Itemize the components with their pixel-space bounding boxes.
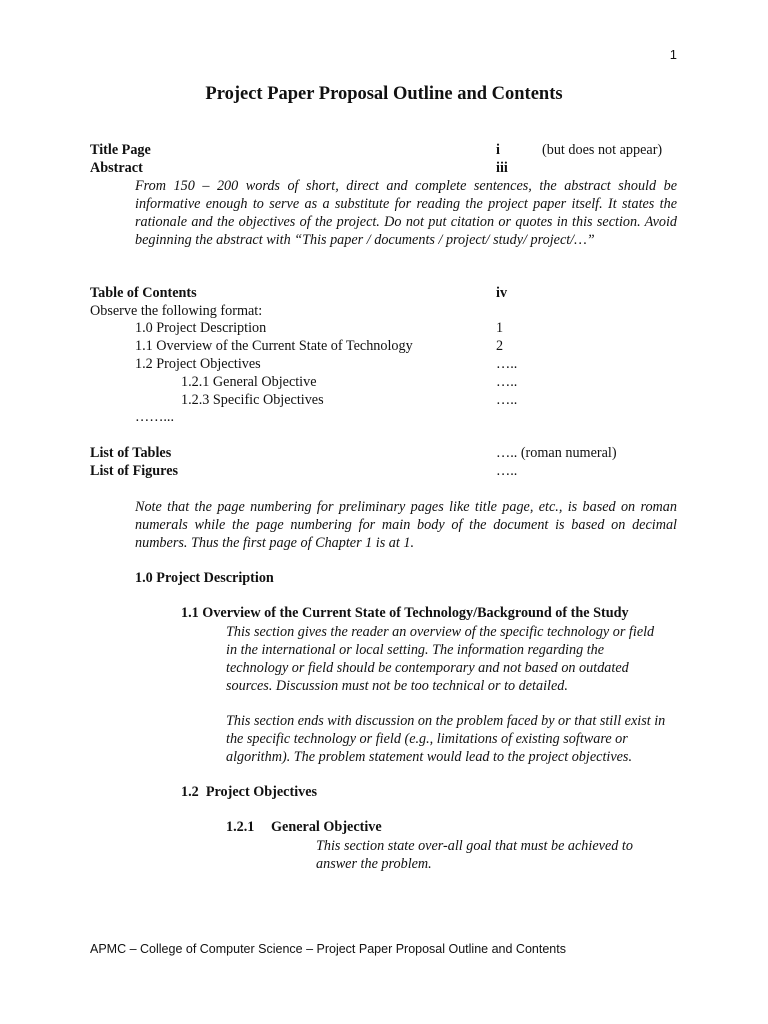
list-of-tables-label: List of Tables (90, 445, 172, 461)
toc-entry: 1.2.3 Specific Objectives (181, 392, 324, 408)
list-of-figures-label: List of Figures (90, 463, 179, 479)
toc-entry-page: 2 (496, 338, 504, 354)
title-page-note: (but does not appear) (542, 142, 663, 158)
title-page-number: i (496, 142, 500, 158)
abstract-description: From 150 – 200 words of short, direct and complete sentences, the abstract should be informative enough to serve as a substitute for reading the project paper itself. It states the rationale and the objectives of the project. Do not put citation or quotes in this section. Avoid beginning the abstract with “This paper / documents / project/ study/ project/…” (135, 178, 677, 248)
toc-entry: 1.1 Overview of the Current State of Technology (135, 338, 413, 354)
toc-entry: 1.2.1 General Objective (181, 374, 317, 390)
section-1-0-heading: 1.0 Project Description (135, 570, 274, 586)
abstract-label: Abstract (90, 160, 143, 176)
page-number: 1 (669, 47, 677, 62)
toc-entry-page: 1 (496, 320, 504, 336)
section-1-1-heading: 1.1 Overview of the Current State of Technology/Background of the Study (181, 605, 629, 621)
section-1-2-1-paragraph: This section state over-all goal that must be achieved to answer the problem. (316, 838, 633, 872)
page-title: Project Paper Proposal Outline and Contents (205, 84, 563, 104)
section-1-2-1-number: 1.2.1 (226, 819, 255, 835)
page-footer: APMC – College of Computer Science – Project Paper Proposal Outline and Contents (90, 942, 566, 956)
toc-entry: 1.2 Project Objectives (135, 356, 261, 372)
toc-page-number: iv (496, 285, 508, 301)
toc-continuation: ……... (135, 409, 175, 425)
toc-label: Table of Contents (90, 285, 197, 301)
toc-entry-page: ….. (496, 356, 518, 372)
numbering-note: Note that the page numbering for preliminary pages like title page, etc., is based on roman numerals while the page numbering for main body of the document is based on decimal numbers. Thus the first page of Chapter 1 is at 1. (135, 499, 677, 551)
toc-instruction: Observe the following format: (90, 303, 263, 319)
section-1-1-paragraph: This section gives the reader an overview of the specific technology or field in the international or local setting. The information regarding the technology or field should be contemporary and not based on outdated sources. Discussion must not be too technical or to detailed. (226, 624, 655, 694)
list-of-figures-page: ….. (496, 463, 518, 479)
section-1-1-paragraph: This section ends with discussion on the problem faced by or that still exist in the specific technology or field (e.g., limitations of existing software or algorithm). The problem statement would lead to the project objectives. (226, 713, 666, 765)
section-1-2-1-heading: General Objective (271, 819, 382, 835)
section-1-2-heading: 1.2 Project Objectives (181, 784, 318, 800)
list-of-tables-page: ….. (roman numeral) (496, 445, 617, 461)
toc-entry-page: ….. (496, 374, 518, 390)
toc-entry: 1.0 Project Description (135, 320, 267, 336)
title-page-label: Title Page (90, 142, 151, 158)
abstract-page-number: iii (496, 160, 508, 176)
toc-entry-page: ….. (496, 392, 518, 408)
